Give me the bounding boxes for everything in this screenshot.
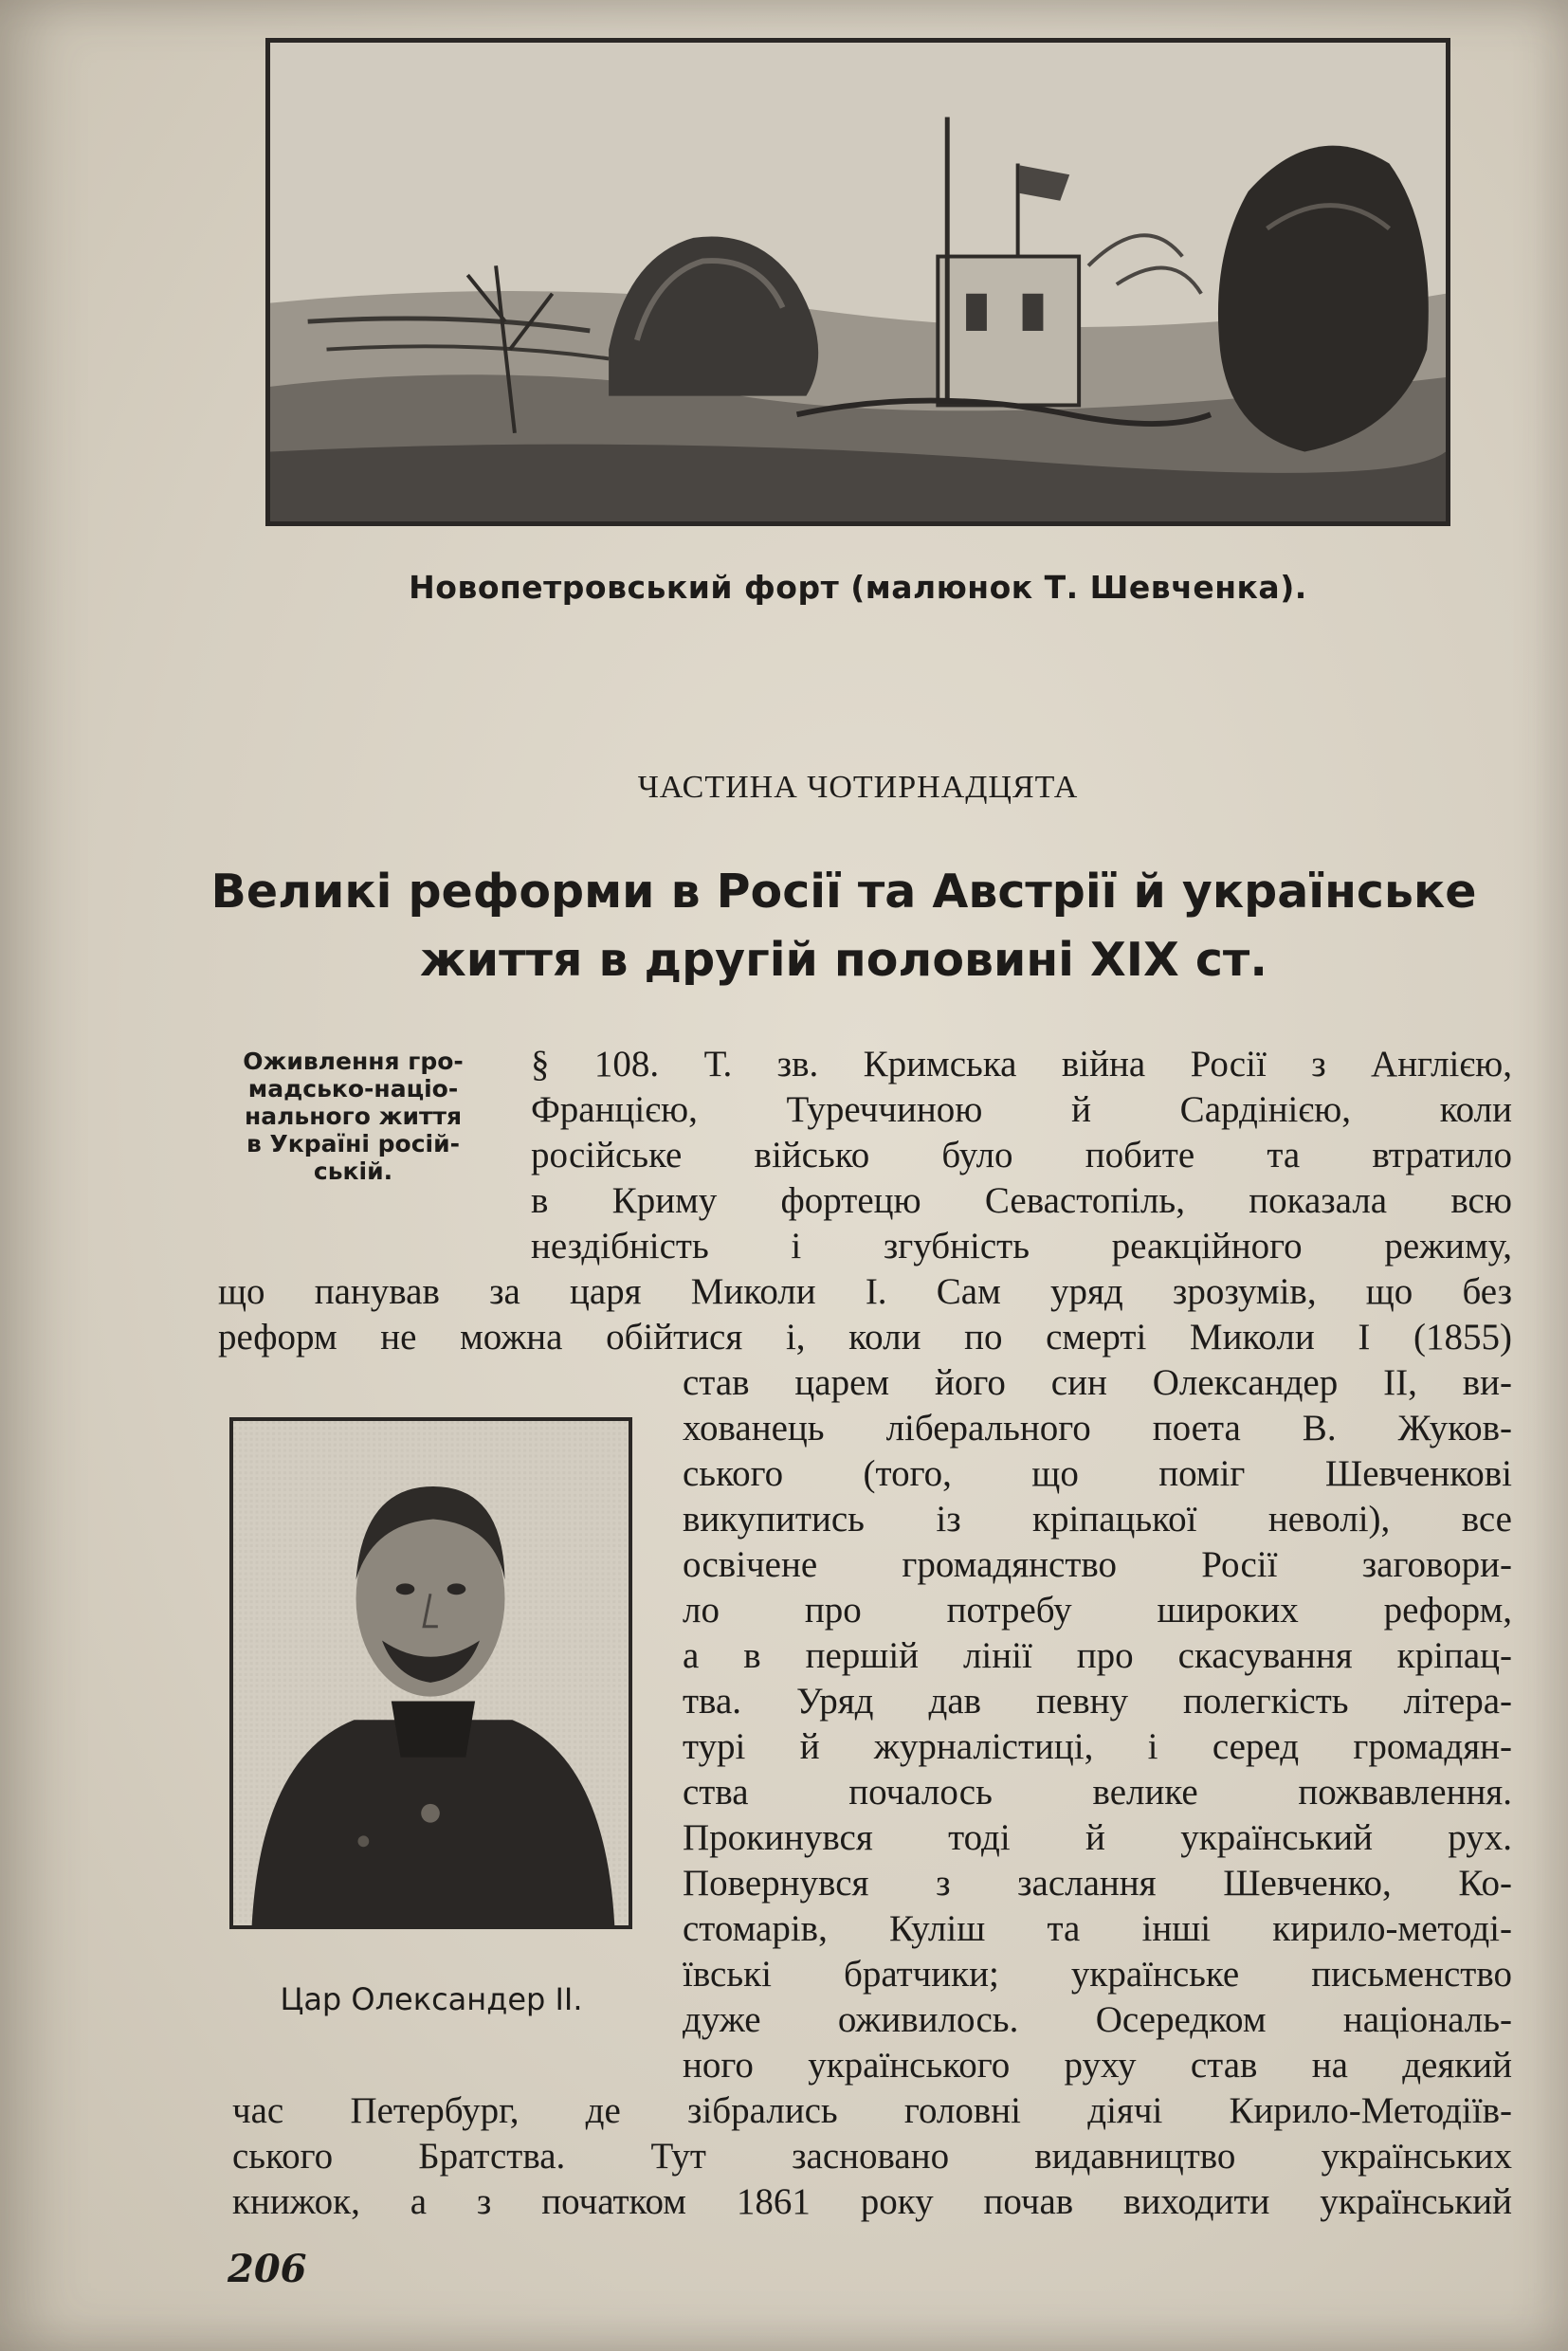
portrait-illustration	[229, 1417, 632, 1929]
margin-note-line: нального життя	[244, 1103, 463, 1130]
body-line: викупитись із кріпацької неволі), все	[683, 1499, 1512, 1540]
part-label: ЧАСТИНА ЧОТИРНАДЦЯТА	[637, 770, 1079, 805]
body-line: Повернувся з заслання Шевченко, Ко-	[683, 1863, 1512, 1904]
body-line: хованець ліберального поета В. Жуков-	[683, 1408, 1512, 1449]
body-line: ства почалось велике пожвавлення.	[683, 1772, 1512, 1813]
fort-illustration-caption: Новопетровський форт (малюнок Т. Шевченка).	[409, 569, 1307, 606]
body-line: реформ не можна обійтися і, коли по смерті Миколи І (1855)	[218, 1317, 1512, 1358]
chapter-title-line: Великі реформи в Росії та Австрії й українське	[210, 865, 1477, 919]
body-line: нездібність і згубність реакційного режиму,	[531, 1226, 1512, 1267]
margin-note-line: Оживлення гро-	[243, 1048, 464, 1075]
body-line: в Криму фортецю Севастопіль, показала всю	[531, 1180, 1512, 1221]
margin-note-line: мадсько-націо-	[247, 1075, 459, 1103]
body-line: російське військо було побите та втратило	[531, 1135, 1512, 1176]
body-line: § 108. Т. зв. Кримська війна Росії з Англією,	[531, 1044, 1512, 1084]
body-line: турі й журналістиці, і серед громадян-	[683, 1726, 1512, 1767]
body-line: стомарів, Куліш та інші кирило-методі-	[683, 1908, 1512, 1949]
body-line: ївські братчики; українське письменство	[683, 1954, 1512, 1995]
chapter-title	[171, 858, 1517, 994]
body-line: час Петербург, де зібрались головні діячі Кирило-Методіїв-	[232, 2090, 1512, 2131]
body-line: книжок, а з початком 1861 року почав виходити український	[232, 2181, 1512, 2222]
margin-note-line: в Україні росій-	[246, 1130, 460, 1157]
body-line: дуже оживилось. Осередком національ-	[683, 1999, 1512, 2040]
body-line: ського Братства. Тут засновано видавництво українських	[232, 2136, 1512, 2177]
body-line: ського (того, що поміг Шевченкові	[683, 1453, 1512, 1494]
chapter-title-line: життя в другій половині XIX ст.	[420, 933, 1267, 987]
body-line: ного українського руху став на деякий	[683, 2045, 1512, 2086]
portrait-caption: Цар Олександер II.	[280, 1981, 583, 2017]
body-line: що панував за царя Миколи І. Сам уряд зрозумів, що без	[218, 1271, 1512, 1312]
body-line: Прокинувся тоді й український рух.	[683, 1817, 1512, 1858]
body-line: освічене громадянство Росії заговори-	[683, 1544, 1512, 1585]
body-line: тва. Уряд дав певну полегкість літера-	[683, 1681, 1512, 1722]
body-line: став царем його син Олександер II, ви-	[683, 1362, 1512, 1403]
page-number: 206	[228, 2247, 307, 2291]
margin-note	[194, 1048, 512, 1185]
margin-note-line: ській.	[313, 1157, 393, 1185]
fort-illustration	[265, 38, 1450, 526]
body-line: а в першій лінії про скасування кріпац-	[683, 1635, 1512, 1676]
body-line: Францією, Туреччиною й Сардінією, коли	[531, 1089, 1512, 1130]
body-line: ло про потребу широких реформ,	[683, 1590, 1512, 1631]
